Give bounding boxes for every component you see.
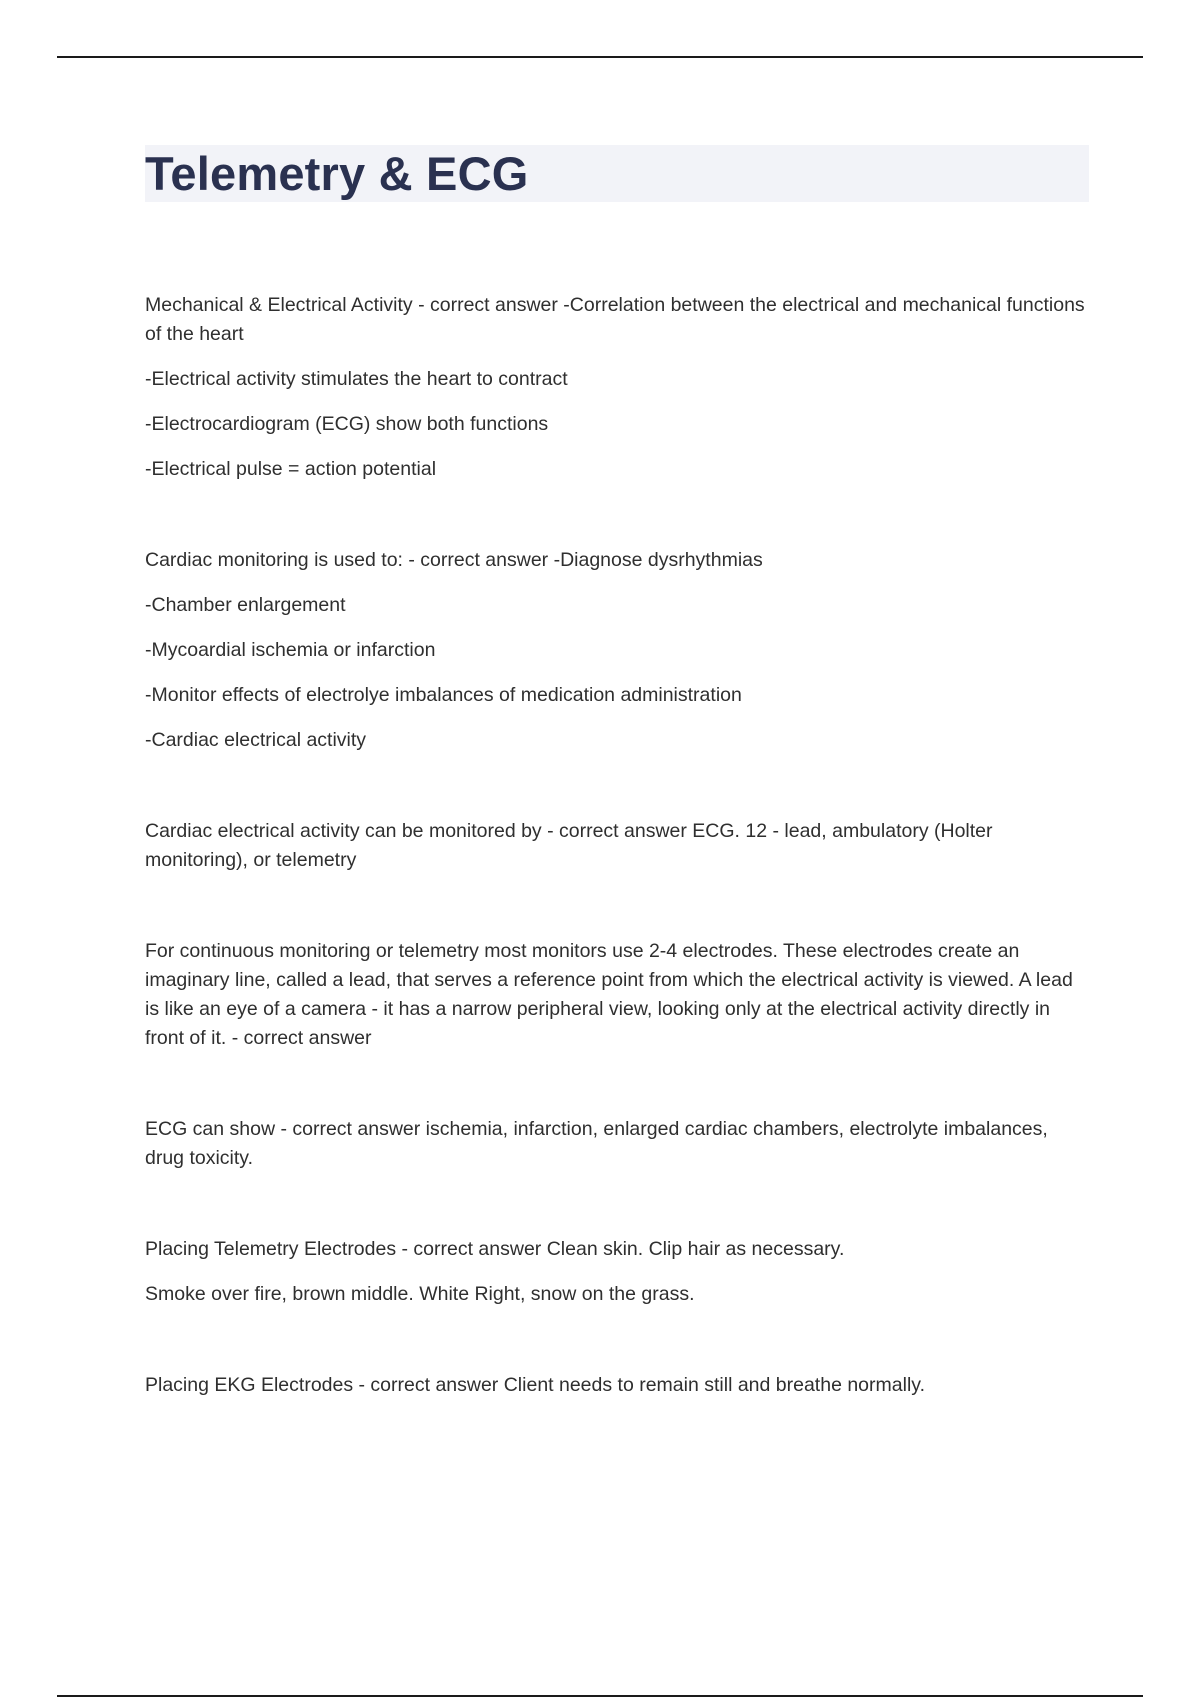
paragraph: For continuous monitoring or telemetry most monitors use 2-4 electrodes. These electrodes create an imaginary line, called a lead, that serves a reference point from which the electrical activity is viewed. A lead is like an eye of a camera - it has a narrow peripheral view, looking only at the electrical activity directly in front of it. - correct answer (145, 940, 1073, 1049)
paragraph: -Monitor effects of electrolye imbalances of medication administration (145, 684, 742, 706)
qa-block-telemetry-electrodes (145, 1235, 1090, 1309)
top-rule (57, 56, 1143, 58)
qa-block-monitored-by (145, 817, 1090, 875)
paragraph: -Electrical pulse = action potential (145, 458, 437, 480)
paragraph: Smoke over fire, brown middle. White Right, snow on the grass. (145, 1283, 695, 1305)
document-body (145, 291, 1090, 1462)
qa-block-ecg-can-show (145, 1115, 1090, 1173)
paragraph: -Electrical activity stimulates the heart to contract (145, 368, 568, 390)
paragraph: Cardiac monitoring is used to: - correct answer -Diagnose dysrhythmias (145, 549, 763, 571)
paragraph: -Mycoardial ischemia or infarction (145, 639, 436, 661)
paragraph: -Cardiac electrical activity (145, 729, 367, 751)
qa-block-continuous-monitoring (145, 937, 1090, 1053)
bottom-rule (57, 1695, 1143, 1697)
paragraph: Mechanical & Electrical Activity - correct answer -Correlation between the electrical and mechanical functions of the heart (145, 294, 1085, 345)
paragraph: ECG can show - correct answer ischemia, infarction, enlarged cardiac chambers, electrolyte imbalances, drug toxicity. (145, 1118, 1048, 1169)
paragraph: -Chamber enlargement (145, 594, 346, 616)
paragraph: Placing Telemetry Electrodes - correct answer Clean skin. Clip hair as necessary. (145, 1238, 845, 1260)
paragraph: -Electrocardiogram (ECG) show both functions (145, 413, 549, 435)
qa-block-ekg-electrodes (145, 1371, 1090, 1400)
qa-block-cardiac-monitoring (145, 546, 1090, 755)
page-title: Telemetry & ECG (145, 147, 529, 200)
qa-block-mechanical-electrical (145, 291, 1090, 484)
paragraph: Cardiac electrical activity can be monitored by - correct answer ECG. 12 - lead, ambulatory (Holter monitoring), or telemetry (145, 820, 993, 871)
paragraph: Placing EKG Electrodes - correct answer Client needs to remain still and breathe normally. (145, 1374, 925, 1396)
